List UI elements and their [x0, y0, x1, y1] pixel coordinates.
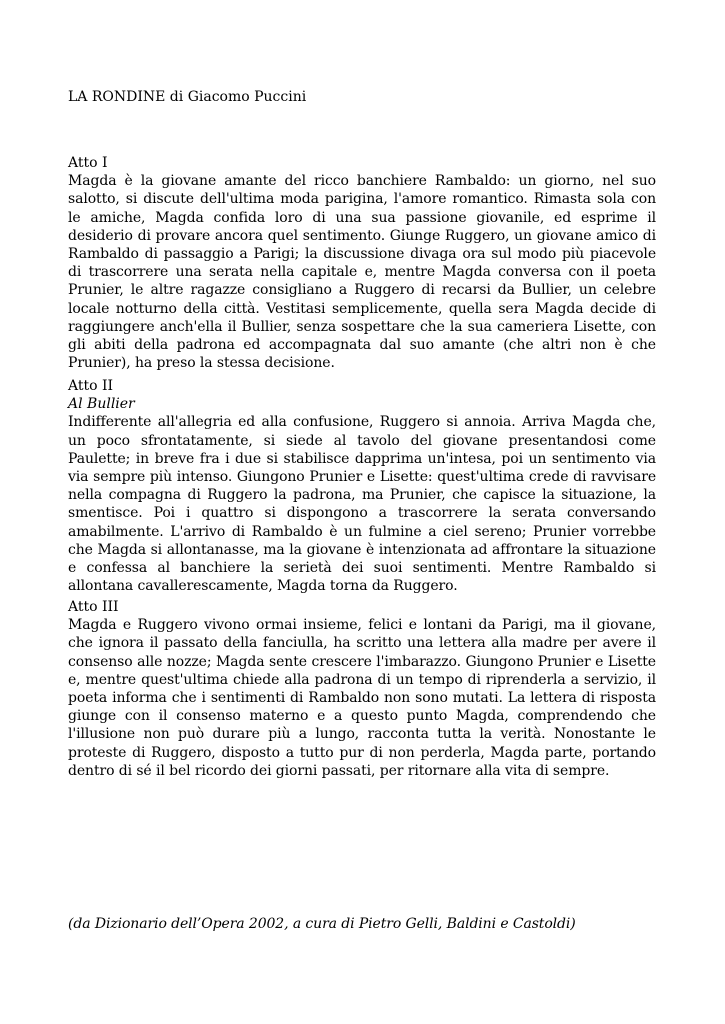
act-1-synopsis: Magda è la giovane amante del ricco banchiere Rambaldo: un giorno, nel suo salotto, si discute dell'ultima moda parigina, l'amore romantico. Rimasta sola con le amiche, Magda confida loro di una sua passione giovanile, ed esprime il desiderio di provare ancora quel sentimento. Giunge Ruggero, un giovane amico di Rambaldo di passaggio a Parigi; la discussione divaga ora sul modo più piacevole di trascorrere una serata nella capitale e, mentre Magda conversa con il poeta Prunier, le altre ragazze consigliano a Ruggero di recarsi da Bullier, un celebre locale notturno della città. Vestitasi semplicemente, quella sera Magda decide di raggiungere anch'ella il Bullier, senza sospettare che la sua cameriera Lisette, con gli abiti della padrona ed accompagnata dal suo amante (che altri non è che Prunier), ha preso la stessa decisione.: [68, 173, 656, 372]
act-1-heading: Atto I: [68, 155, 108, 171]
source-citation: (da Dizionario dell’Opera 2002, a cura di Pietro Gelli, Baldini e Castoldi): [68, 916, 576, 932]
act-1-section: [68, 154, 656, 372]
act-2-setting: Al Bullier: [68, 396, 135, 413]
act-3-heading: Atto III: [68, 599, 119, 615]
document-title: LA RONDINE di Giacomo Puccini: [68, 89, 307, 105]
act-2-synopsis: Indifferente all'allegria ed alla confusione, Ruggero si annoia. Arriva Magda che, un poco sfrontatamente, si siede al tavolo del giovane presentandosi come Paulette; in breve fra i due si stabilisce dapprima un'intesa, poi un sentimento via via sempre più intenso. Giungono Prunier e Lisette: quest'ultima crede di ravvisare nella compagna di Ruggero la padrona, ma Prunier, che capisce la situazione, la smentisce. Poi i quattro si dispongono a trascorrere la serata conversando amabilmente. L'arrivo di Rambaldo è un fulmine a ciel sereno; Prunier vorrebbe che Magda si allontanasse, ma la giovane è intenzionata ad affrontare la situazione e confessa al banchiere la serietà dei suoi sentimenti. Mentre Rambaldo si allontana cavallerescamente, Magda torna da Ruggero.: [68, 414, 656, 595]
act-3-synopsis: Magda e Ruggero vivono ormai insieme, felici e lontani da Parigi, ma il giovane, che ignora il passato della fanciulla, ha scritto una lettera alla madre per avere il consenso alle nozze; Magda sente crescere l'imbarazzo. Giungono Prunier e Lisette e, mentre quest'ultima chiede alla padrona di un tempo di riprenderla a servizio, il poeta informa che i sentimenti di Rambaldo non sono mutati. La lettera di risposta giunge con il consenso materno e a questo punto Magda, comprendendo che l'illusione non può durare più a lungo, racconta tutta la verità. Nonostante le proteste di Ruggero, disposto a tutto pur di non perderla, Magda parte, portando dentro di sé il bel ricordo dei giorni passati, per ritornare alla vita di sempre.: [68, 617, 656, 779]
act-2-section: [68, 377, 656, 595]
act-3-section: [68, 598, 656, 780]
act-2-heading: Atto II: [68, 378, 114, 394]
